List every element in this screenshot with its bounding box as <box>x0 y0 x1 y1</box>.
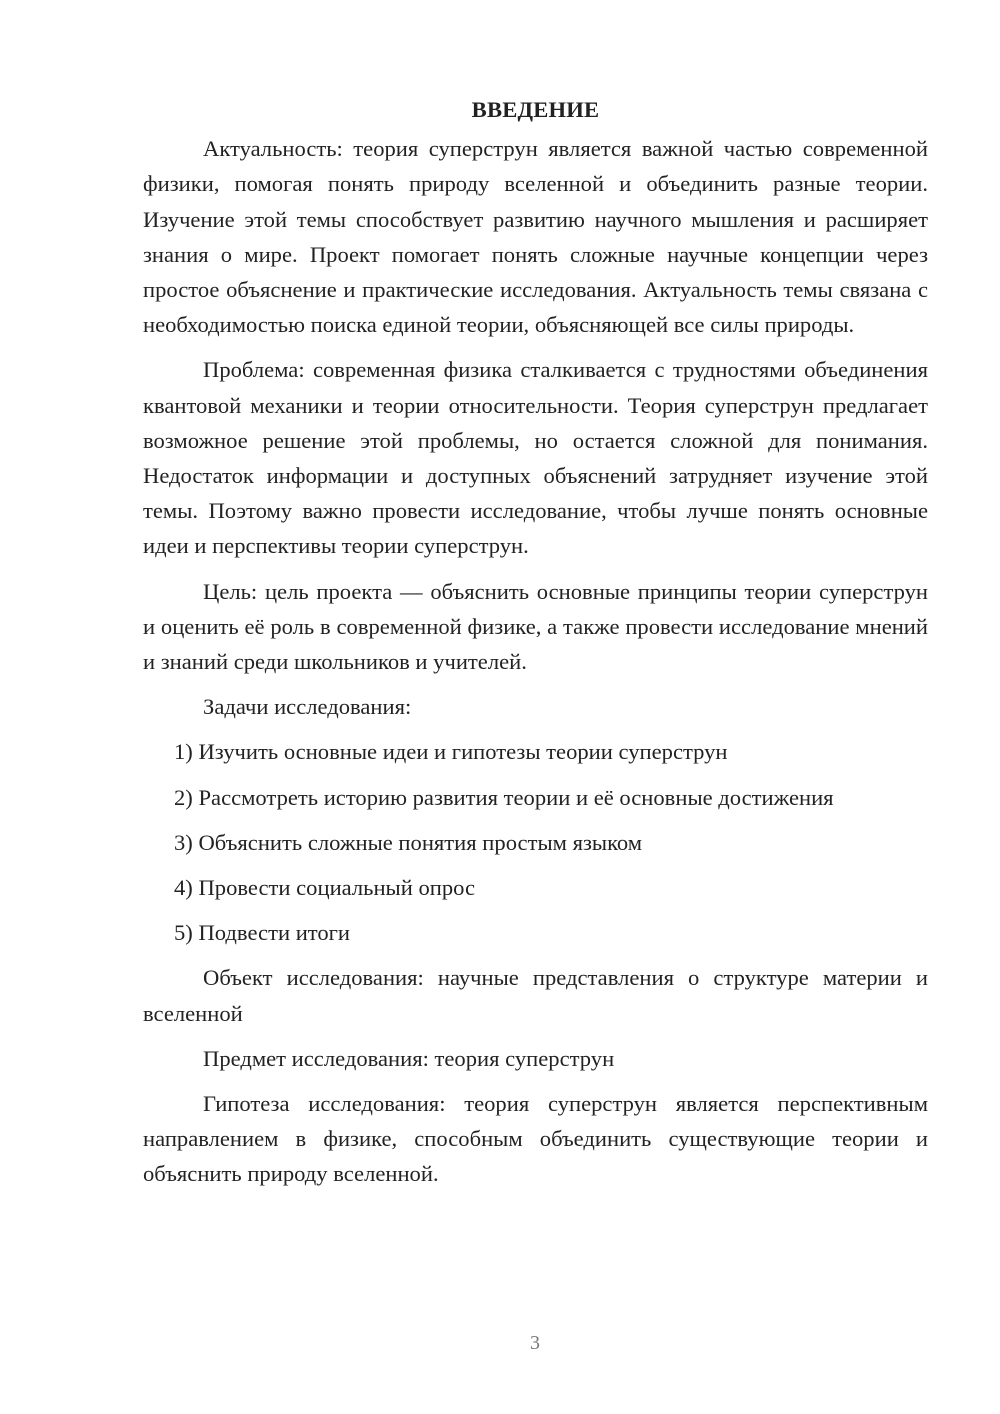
object-paragraph: Объект исследования: научные представления о структуре материи и вселенной <box>143 965 928 1026</box>
tasks-heading: Задачи исследования: <box>203 694 412 720</box>
page-number: 3 <box>530 1332 540 1354</box>
goal-paragraph: Цель: цель проекта — объяснить основные принципы теории суперструн и оценить её роль в современной физике, а также провести исследование мнений и знаний среди школьников и учителей. <box>143 578 928 675</box>
hypothesis-paragraph: Гипотеза исследования: теория суперструн является перспективным направлением в физике, способным объединить существующие теории и объяснить природу вселенной. <box>143 1091 928 1187</box>
subject-paragraph: Предмет исследования: теория суперструн <box>203 1045 615 1071</box>
list-item: 5) Подвести итоги <box>174 920 351 946</box>
list-item: 4) Провести социальный опрос <box>174 875 476 901</box>
problem-paragraph: Проблема: современная физика сталкивается с трудностями объединения квантовой механики и теории относительности. Теория суперструн предлагает возможное решение этой проблемы, но остается сложной для понимания. Недостаток информации и доступных объяснений затрудняет изучение этой темы. Поэтому важно провести исследование, чтобы лучше понять основные идеи и перспективы теории суперструн. <box>143 357 928 559</box>
list-item: 2) Рассмотреть историю развития теории и её основные достижения <box>174 784 834 810</box>
list-item: 3) Объяснить сложные понятия простым языком <box>174 829 643 855</box>
page-content <box>143 92 928 1202</box>
list-item: 1) Изучить основные идеи и гипотезы теории суперструн <box>174 739 728 765</box>
section-title: ВВЕДЕНИЕ <box>471 97 600 122</box>
relevance-paragraph: Актуальность: теория суперструн является важной частью современной физики, помогая понять природу вселенной и объединить разные теории. Изучение этой темы способствует развитию научного мышления и расширяет знания о мире. Проект помогает понять сложные научные концепции через простое объяснение и практические исследования. Актуальность темы связана с необходимостью поиска единой теории, объясняющей все силы природы. <box>143 136 928 338</box>
tasks-list <box>143 734 928 950</box>
